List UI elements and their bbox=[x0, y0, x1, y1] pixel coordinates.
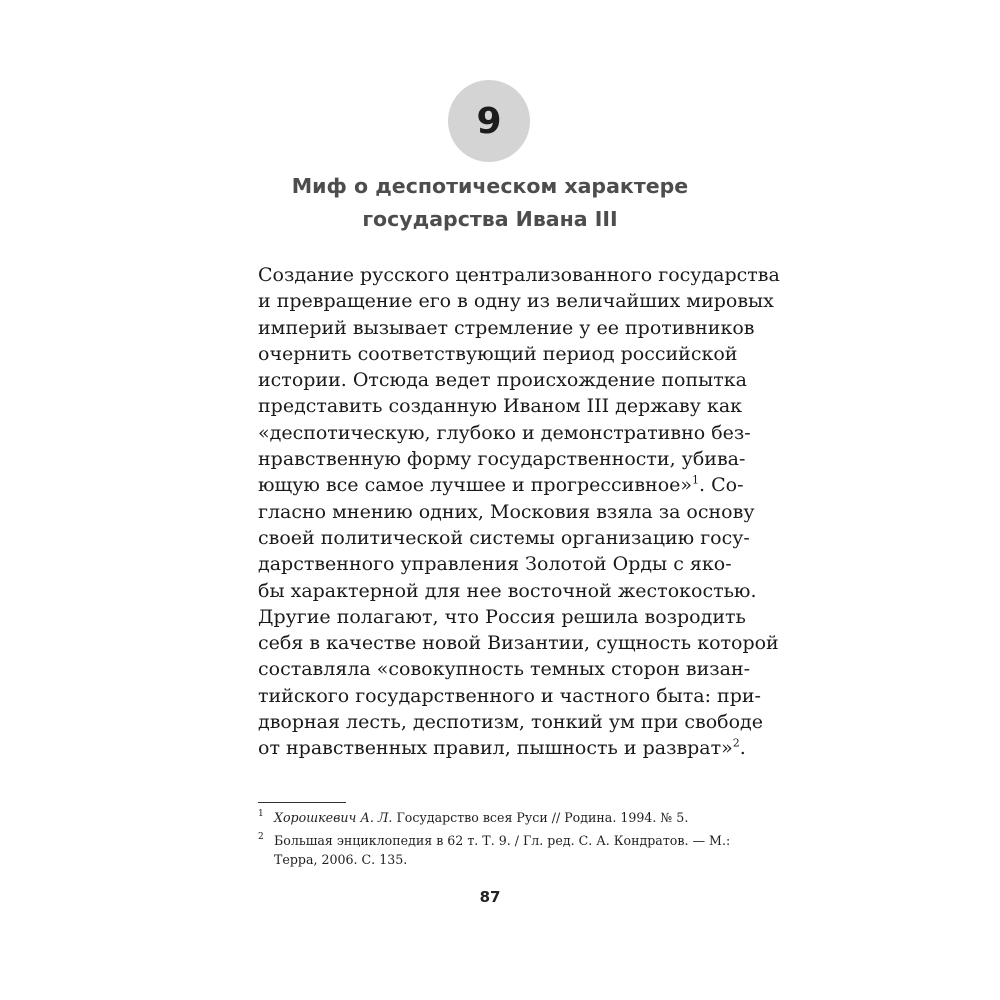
body-line: нравственную форму государственности, убива- bbox=[258, 448, 746, 471]
body-line: империй вызывает стремление у ее противников bbox=[258, 316, 755, 339]
body-line: Создание русского централизованного государства bbox=[258, 264, 780, 286]
footnote-text-line: Большая энциклопедия в 62 т. Т. 9. / Гл. ред. С. А. Кондратов. — М.: bbox=[274, 833, 731, 848]
body-line-with-ref bbox=[258, 735, 746, 761]
body-line: представить созданную Иваном III державу как bbox=[258, 395, 743, 418]
body-line: себя в качестве новой Византии, сущность которой bbox=[258, 632, 779, 655]
footnote-2 bbox=[258, 831, 738, 869]
body-line-text: от нравственных правил, пышность и разврат» bbox=[258, 737, 733, 760]
body-line: гласно мнению одних, Московия взяла за основу bbox=[258, 500, 755, 523]
footnote-text-line: Терра, 2006. С. 135. bbox=[274, 852, 408, 867]
body-line-with-ref bbox=[258, 472, 744, 498]
body-line-text: ющую все самое лучшее и прогрессивное» bbox=[258, 474, 693, 497]
chapter-title bbox=[200, 170, 780, 236]
body-line: своей политической системы организацию госу- bbox=[258, 526, 750, 549]
chapter-number: 9 bbox=[476, 100, 502, 142]
body-line: тийского государственного и частного быта: при- bbox=[258, 684, 761, 707]
chapter-number-badge bbox=[448, 80, 530, 162]
footnote-divider bbox=[258, 802, 346, 803]
body-line: «деспотическую, глубоко и демонстративно без- bbox=[258, 421, 751, 444]
page-number: 87 bbox=[479, 888, 501, 906]
body-line: и превращение его в одну из величайших мировых bbox=[258, 290, 774, 313]
body-line: истории. Отсюда ведет происхождение попытка bbox=[258, 369, 747, 392]
body-line: дворная лесть, деспотизм, тонкий ум при свободе bbox=[258, 711, 763, 734]
body-line-tail: . Со- bbox=[699, 474, 744, 497]
chapter-title-line: Миф о деспотическом характере bbox=[291, 174, 689, 198]
footnote-number: 2 bbox=[258, 832, 264, 842]
body-line: очернить соответствующий период российской bbox=[258, 342, 738, 365]
footnote-number: 1 bbox=[258, 809, 264, 819]
chapter-title-line: государства Ивана III bbox=[362, 207, 618, 231]
footnote-author: Хорошкевич А. Л. bbox=[274, 810, 393, 825]
body-line: составляла «совокупность темных сторон визан- bbox=[258, 658, 751, 681]
body-paragraph bbox=[258, 262, 780, 762]
body-line: Другие полагают, что Россия решила возродить bbox=[258, 605, 746, 628]
footnote-ref-2[interactable]: 2 bbox=[732, 737, 740, 751]
footnote-citation: Государство всея Руси // Родина. 1994. № 5. bbox=[392, 810, 689, 825]
footnote-1 bbox=[258, 808, 738, 827]
body-line: дарственного управления Золотой Орды с яко- bbox=[258, 553, 732, 576]
body-line-tail: . bbox=[739, 737, 746, 760]
body-line: бы характерной для нее восточной жестокостью. bbox=[258, 579, 757, 602]
footnotes bbox=[258, 808, 738, 873]
footnote-ref-1[interactable]: 1 bbox=[692, 474, 700, 488]
footnote-text bbox=[274, 808, 738, 827]
